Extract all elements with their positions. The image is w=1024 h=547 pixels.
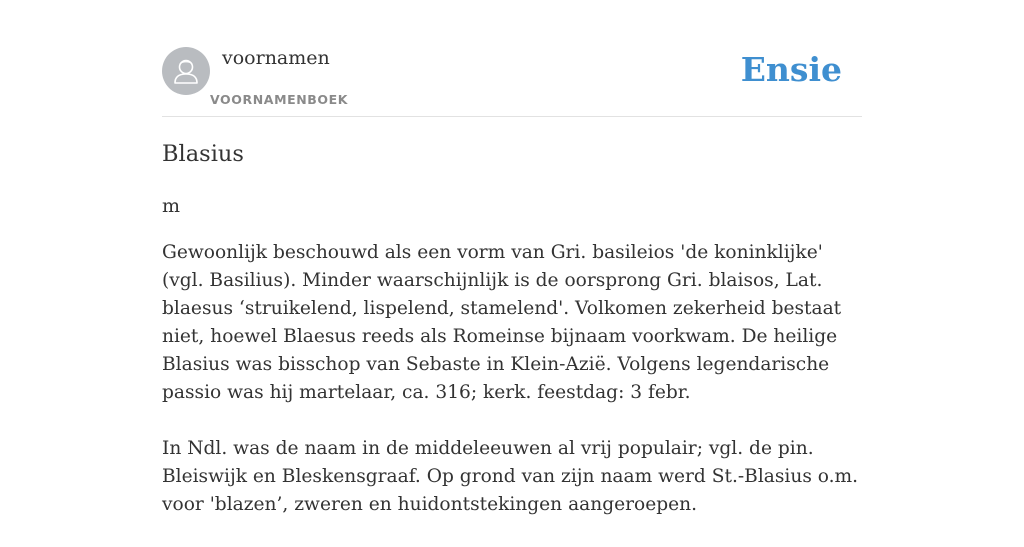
page-title: Blasius <box>162 141 244 167</box>
user-icon <box>162 47 210 95</box>
entry-paragraph: Gewoonlijk beschouwd als een vorm van Gri. basileios 'de koninklijke' (vgl. Basilius). Minder waarschijnlijk is de oorsprong Gri. blaisos, Lat. blaesus ‘struikelend, lispelend, stamelend'. Volkomen zekerheid bestaat niet, hoewel Blaesus reeds als Romeinse bijnaam voorkwam. De heilige Blasius was bisschop van Sebaste in Klein-Azië. Volgens legendarische passio was hij martelaar, ca. 316; kerk. feestdag: 3 febr. <box>162 242 842 403</box>
entry-paragraph: In Ndl. was de naam in de middeleeuwen al vrij populair; vgl. de pin. Bleiswijk en Bleskensgraaf. Op grond van zijn naam werd St.-Blasius o.m. voor 'blazen’, zweren en huidontstekingen aangeroepen. <box>162 438 859 515</box>
avatar[interactable] <box>162 47 210 95</box>
gender-label: m <box>162 195 181 217</box>
source-header <box>162 46 862 117</box>
entry-body <box>162 239 867 547</box>
ensie-logo[interactable]: Ensie <box>740 50 842 89</box>
source-subtitle[interactable]: VOORNAMENBOEK <box>210 92 349 107</box>
source-title[interactable]: voornamen <box>222 47 330 69</box>
